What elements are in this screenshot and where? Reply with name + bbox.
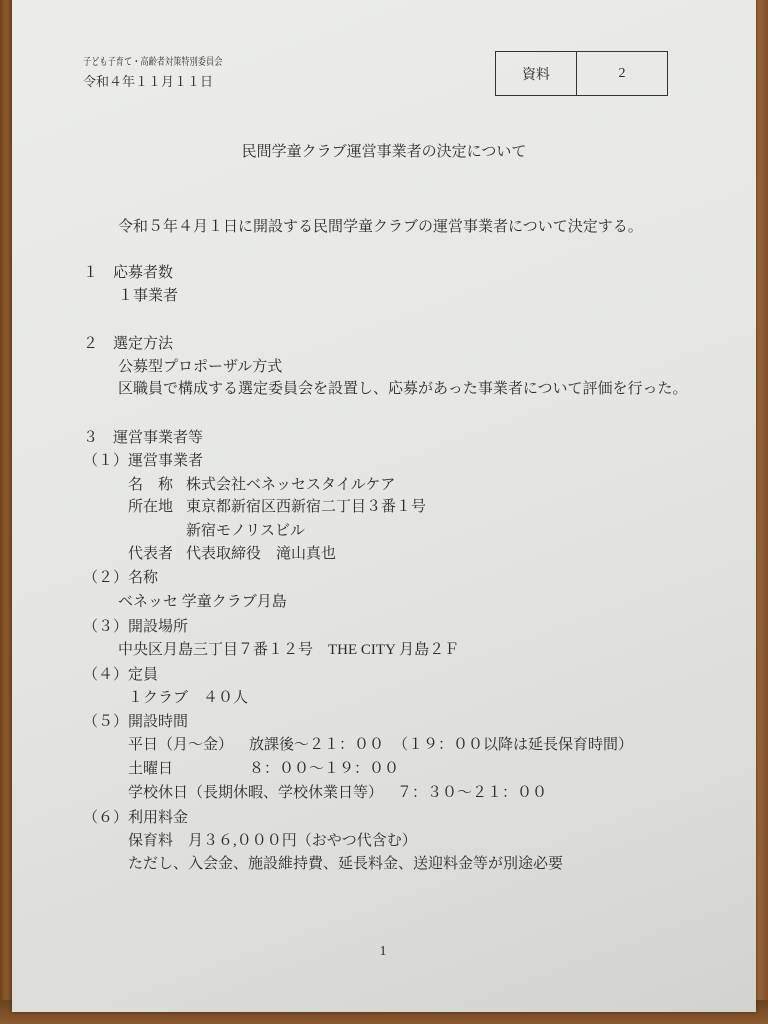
hours-weekday-day: 平日（月～金） xyxy=(128,737,234,753)
operator-address-line-2: 新宿モノリスビル xyxy=(186,523,305,539)
fees-line-2: ただし、入会金、施設維持費、延長料金、送迎料金等が別途必要 xyxy=(128,856,564,872)
location-value: 中央区月島三丁目７番１２号 THE CITY 月島２Ｆ xyxy=(118,642,460,658)
document-number: 2 xyxy=(618,65,626,81)
operator-representative: 代表取締役 滝山真也 xyxy=(186,546,337,562)
operator-rep-label: 代表者 xyxy=(128,546,174,562)
hours-holiday-time: ７：３０～２１：００ xyxy=(397,785,548,801)
section-3-heading: ３ 運営事業者等 xyxy=(83,430,204,446)
section-1-body: １事業者 xyxy=(118,288,179,304)
hours-weekday-note: （１９：００以降は延長保育時間） xyxy=(393,737,634,753)
section-2-heading: ２ 選定方法 xyxy=(83,336,174,352)
intro-text: 令和５年４月１日に開設する民間学童クラブの運営事業者について決定する。 xyxy=(118,219,643,235)
document-date: 令和４年１１月１１日 xyxy=(83,74,214,89)
hours-holiday-day: 学校休日（長期休暇、学校休業日等） xyxy=(128,785,384,801)
document-title: 民間学童クラブ運営事業者の決定について xyxy=(241,144,527,160)
fees-line-1: 保育料 月３６,０００円（おやつ代含む） xyxy=(128,833,417,849)
operator-heading: （１）運営事業者 xyxy=(83,453,204,469)
committee-name: 子ども子育て・高齢者対策特別委員会 xyxy=(83,57,223,68)
document-page xyxy=(12,0,756,1012)
hours-weekday-time: 放課後～２１：００ xyxy=(249,737,385,753)
hours-saturday-day: 土曜日 xyxy=(128,761,174,777)
page-number: 1 xyxy=(379,944,387,959)
operator-name: 株式会社ベネッセスタイルケア xyxy=(186,477,396,493)
fees-heading: （６）利用料金 xyxy=(83,810,189,826)
club-name-heading: （２）名称 xyxy=(83,570,159,586)
document-label: 資料 xyxy=(496,52,577,95)
club-name-value: ベネッセ 学童クラブ月島 xyxy=(118,594,287,610)
operator-name-label: 名 称 xyxy=(128,477,174,493)
section-2-line-2: 区職員で構成する選定委員会を設置し、応募があった事業者について評価を行った。 xyxy=(118,381,688,397)
hours-heading: （５）開設時間 xyxy=(83,714,189,730)
operator-address-label: 所在地 xyxy=(128,499,174,515)
capacity-heading: （４）定員 xyxy=(83,667,159,683)
document-label-box xyxy=(495,51,668,96)
location-heading: （３）開設場所 xyxy=(83,619,189,635)
hours-saturday-time: ８：００～１９：００ xyxy=(249,761,400,777)
section-2-line-1: 公募型プロポーザル方式 xyxy=(118,359,283,375)
capacity-value: １クラブ ４０人 xyxy=(128,690,249,706)
operator-address-line-1: 東京都新宿区西新宿二丁目３番１号 xyxy=(186,499,427,515)
section-1-heading: １ 応募者数 xyxy=(83,265,174,281)
